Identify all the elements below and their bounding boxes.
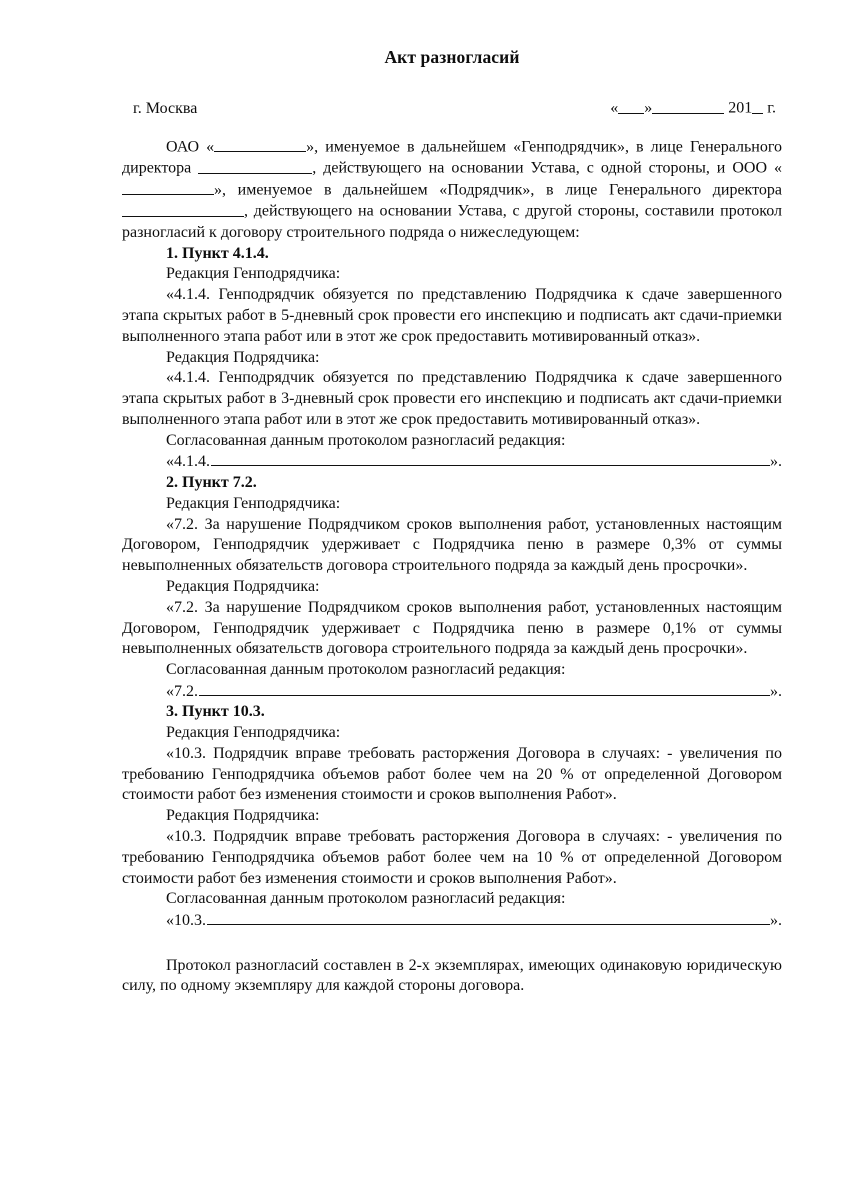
- closing-paragraph: Протокол разногласий составлен в 2-х экземплярах, имеющих одинаковую юридическую силу, по одному экземпляру для каждой стороны договора.: [122, 956, 782, 995]
- contractor-version-text: «4.1.4. Генподрядчик обязуется по представлению Подрядчика к сдаче завершенного этапа скрытых работ в 3-дневный срок провести его инспекцию и подписать акт сдачи-приемки выполненного этапа работ или в этот же срок предоставить мотивированный отказ».: [122, 369, 782, 428]
- agreed-suffix: ».: [770, 911, 782, 929]
- section-heading: 1. Пункт 4.1.4.: [166, 244, 269, 262]
- date-day-blank[interactable]: [618, 98, 644, 114]
- agreed-version-fill-row: [122, 910, 782, 931]
- agreed-version-fill-row: [122, 452, 782, 473]
- agreed-version-label: Согласованная данным протоколом разногласий редакция:: [166, 890, 566, 908]
- agreed-suffix: ».: [770, 453, 782, 471]
- contractor-version-text: «7.2. За нарушение Подрядчиком сроков выполнения работ, установленных настоящим Договором, Генподрядчик удерживает с Подрядчика пеню в размере 0,1% от суммы невыполненных обязательств договора строительного подряда за каждый день просрочки».: [122, 598, 782, 658]
- contractor-version-label: Редакция Подрядчика:: [166, 807, 320, 825]
- contractor-version-label: Редакция Подрядчика:: [166, 348, 320, 366]
- intro-part-1: ОАО «: [166, 138, 215, 156]
- page-title: Акт разногласий: [384, 47, 520, 67]
- date-open-quote: «: [610, 99, 619, 117]
- section-heading: 2. Пункт 7.2.: [166, 473, 257, 491]
- date-month-blank[interactable]: [652, 98, 724, 114]
- agreed-version-label: Согласованная данным протоколом разногласий редакция:: [166, 661, 566, 679]
- section-heading: 3. Пункт 10.3.: [166, 703, 265, 721]
- agreed-version-blank[interactable]: [199, 681, 770, 696]
- agreed-version-label: Согласованная данным протоколом разногласий редакция:: [166, 431, 566, 449]
- agreed-suffix: ».: [770, 682, 782, 700]
- date-year-prefix: 201: [728, 99, 753, 117]
- contractor-version-label: Редакция Подрядчика:: [166, 577, 320, 595]
- document-body: [122, 0, 782, 997]
- date-field: [610, 98, 782, 118]
- gencontractor-version-text: «10.3. Подрядчик вправе требовать расторжения Договора в случаях: - увеличения по требованию Генподрядчика объемов работ более чем на 20 % от определенной Договором стоимости работ без изменения стоимости и сроков выполнения Работ».: [122, 744, 782, 804]
- contractor-director-blank[interactable]: [122, 201, 244, 217]
- agreed-version-fill-row: [122, 681, 782, 702]
- intro-part-5: , действующего на основании Устава, с другой стороны, составили протокол разногласий к договору строительного подряда о нижеследующем:: [122, 202, 782, 241]
- agreed-prefix: «7.2.: [166, 682, 198, 700]
- date-year-blank[interactable]: [752, 98, 763, 114]
- agreed-version-blank[interactable]: [211, 452, 770, 467]
- gencontractor-name-blank[interactable]: [214, 137, 306, 153]
- agreed-prefix: «4.1.4.: [166, 453, 210, 471]
- date-year-suffix: г.: [767, 99, 776, 117]
- agreed-version-blank[interactable]: [207, 910, 770, 925]
- gencontractor-version-label: Редакция Генподрядчика:: [166, 494, 341, 512]
- header-row: [122, 98, 782, 118]
- intro-paragraph: [122, 137, 782, 244]
- contractor-name-blank[interactable]: [122, 180, 214, 196]
- intro-part-4: », именуемое в дальнейшем «Подрядчик», в лице Генерального директора: [214, 181, 782, 199]
- gencontractor-version-label: Редакция Генподрядчика:: [166, 265, 341, 283]
- date-close-quote: »: [644, 99, 653, 117]
- agreed-prefix: «10.3.: [166, 911, 206, 929]
- gencontractor-director-blank[interactable]: [198, 158, 312, 174]
- gencontractor-version-label: Редакция Генподрядчика:: [166, 724, 341, 742]
- contractor-version-text: «10.3. Подрядчик вправе требовать расторжения Договора в случаях: - увеличения по требованию Генподрядчика объемов работ более чем на 10 % от определенной Договором стоимости работ без изменения стоимости и сроков выполнения Работ».: [122, 828, 782, 887]
- gencontractor-version-text: «7.2. За нарушение Подрядчиком сроков выполнения работ, установленных настоящим Договором, Генподрядчик удерживает с Подрядчика пеню в размере 0,3% от суммы невыполненных обязательств договора строительного подряда за каждый день просрочки».: [122, 515, 782, 575]
- intro-part-2: », именуемое в дальнейшем «Генподрядчик», в лице Генерального директора: [122, 138, 782, 177]
- city-label: г. Москва: [133, 99, 198, 117]
- gencontractor-version-text: «4.1.4. Генподрядчик обязуется по представлению Подрядчика к сдаче завершенного этапа скрытых работ в 5-дневный срок провести его инспекцию и подписать акт сдачи-приемки выполненного этапа работ или в этот же срок предоставить мотивированный отказ».: [122, 286, 782, 345]
- intro-part-3: , действующего на основании Устава, с одной стороны, и ООО «: [312, 159, 783, 177]
